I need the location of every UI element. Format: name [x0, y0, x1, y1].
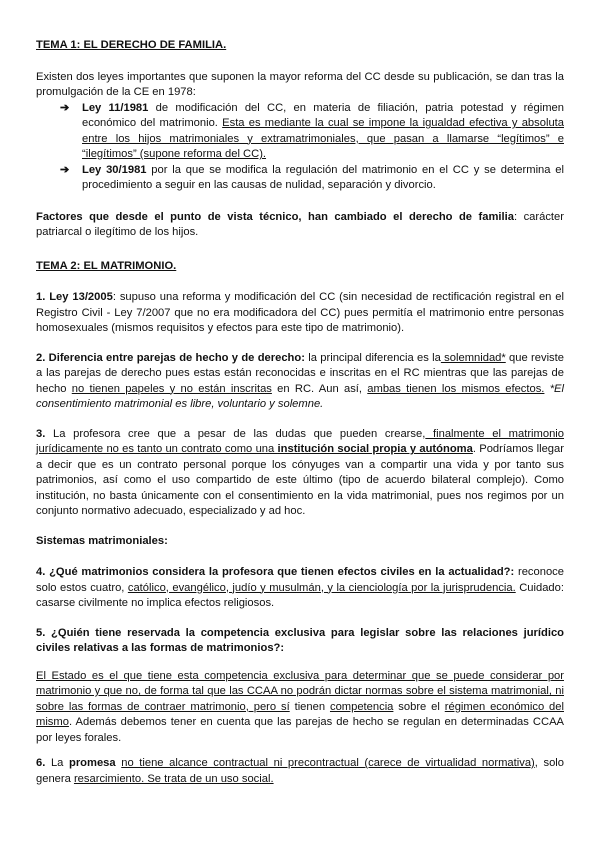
underlined-text: El Estado es el que tiene esta competencia exclusiva para determinar que se puede considerar por matrimonio y que no, de forma tal que las CCAA no podrán dictar normas sobre el sistema matrimonial, ni sobre las formas de contraer matrimonio, pero sí [36, 669, 564, 713]
law-underlined-text: Esta es mediante la cual se impone la igualdad efectiva y absoluta entre los hijos matrimoniales y extramatrimoniales, que pasan a llamarse “legítimos” e “ilegítimos” (supone reforma del CC). [82, 117, 564, 160]
underlined-text: solemnidad* [440, 351, 506, 364]
paragraph-number: 1. Ley 13/2005 [36, 291, 113, 303]
tema1-title: TEMA 1: EL DERECHO DE FAMILIA. [36, 39, 227, 51]
paragraph-2 [36, 351, 564, 413]
paragraph-number: 3. [36, 427, 46, 440]
paragraph-text: , solo genera [36, 757, 565, 785]
paragraph-text: La profesora cree que a pesar de las dudas que pueden crearse, [45, 427, 426, 440]
paragraph-text: . Podríamos llegar a decir que es un contrato personal porque los cónyuges van a compartir una vida y por tanto sus patrimonios, así como el uso compartido de este último (tipo de acuerdo bilateral complejo). Como institución, no basta únicamente con el consentimiento en la vida matrimonial, pues nos regimos por un conjunto normativo adecuado, especializado y ad hoc. [36, 443, 564, 517]
paragraph-text: en RC. Aun así, [271, 382, 368, 395]
list-item-ley-30-1981 [60, 163, 564, 194]
paragraph-text: que reviste a las parejas de derecho pues estas están reconocidas e inscritas en el RC mientras que las parejas de hecho [36, 351, 564, 395]
paragraph-text: la principal diferencia es la [304, 351, 441, 364]
document-page [36, 38, 564, 787]
question-text: 4. ¿Qué matrimonios considera la profesora que tienen efectos civiles en la actualidad?: [36, 566, 515, 578]
underlined-bold-text: institución social propia y autónoma [277, 443, 473, 455]
paragraph-number: 6. [36, 757, 46, 769]
arrow-right-icon: ➔ [60, 163, 70, 176]
paragraph-4 [36, 565, 564, 612]
list-item-ley-11-1981 [60, 101, 564, 163]
underlined-text: régimen económico del mismo [36, 700, 564, 728]
sistemas-heading: Sistemas matrimoniales: [36, 534, 168, 547]
question-5: 5. ¿Quién tiene reservada la competencia exclusiva para legislar sobre las relaciones jurídico civiles relativas a las formas de matrimonios?: [36, 626, 564, 654]
underlined-text: católico, evangélico, judío y musulmán, y la cienciología por la jurisprudencia. [127, 581, 516, 594]
underlined-text: competencia [329, 700, 394, 713]
paragraph-text: : supuso una reforma y modificación del CC (sin necesidad de rectificación registral en el Registro Civil - Ley 7/2007 que no era modificadora del CC) pues permitía el matrimonio entre personas homosexuales (mismos requisitos y efectos para este tipo de matrimonio). [36, 291, 564, 334]
factores-text: : carácter patriarcal o ilegítimo de los hijos. [36, 210, 564, 238]
paragraph-text: sobre el [393, 700, 445, 713]
underlined-text: resarcimiento. Se trata de un uso social. [73, 772, 274, 785]
paragraph-5-answer [36, 669, 564, 747]
paragraph-text: reconoce solo estos cuatro, [36, 566, 564, 594]
tema1-intro: Existen dos leyes importantes que suponen la mayor reforma del CC desde su publicación, se dan tras la promulgación de la CE en 1978: [36, 70, 564, 98]
paragraph-3 [36, 427, 564, 520]
paragraph-text: La [45, 757, 69, 769]
law-text: de modificación del CC, en materia de filiación, patria potestad y régimen económico del matrimonio. [82, 101, 564, 129]
arrow-right-icon: ➔ [60, 101, 70, 114]
laws-list [36, 101, 564, 194]
paragraph-6 [36, 756, 564, 787]
underlined-text: ambas tienen los mismos efectos. [367, 382, 545, 395]
paragraph-1 [36, 290, 564, 337]
paragraph-text: tienen [289, 700, 330, 713]
factores-heading: Factores que desde el punto de vista técnico, han cambiado el derecho de familia [36, 210, 514, 223]
underlined-text: finalmente el matrimonio jurídicamente no es tanto un contrato como una [36, 427, 565, 455]
law-name: Ley 11/1981 [82, 101, 149, 114]
paragraph-text: Cuidado: casarse civilmente no implica efectos religiosos. [36, 581, 564, 609]
underlined-text: no tienen papeles y no están inscritas [71, 382, 272, 395]
underlined-text: no tiene alcance contractual ni precontractual (carece de virtualidad normativa) [121, 757, 535, 769]
paragraph-text: . Además debemos tener en cuenta que las parejas de hecho se regulan en determinadas CCAA por leyes forales. [36, 716, 564, 744]
paragraph-heading: 2. Diferencia entre parejas de hecho y de derecho: [36, 351, 305, 364]
bold-text: promesa [68, 757, 116, 769]
law-text: por la que se modifica la regulación del matrimonio en el CC y se determina el procedimiento a seguir en las causas de nulidad, separación y divorcio. [82, 163, 564, 191]
tema2-title: TEMA 2: EL MATRIMONIO. [36, 259, 177, 272]
factores-paragraph [36, 210, 564, 241]
law-name: Ley 30/1981 [82, 163, 147, 176]
italic-footnote: *El consentimiento matrimonial es libre, voluntario y solemne. [36, 382, 564, 410]
